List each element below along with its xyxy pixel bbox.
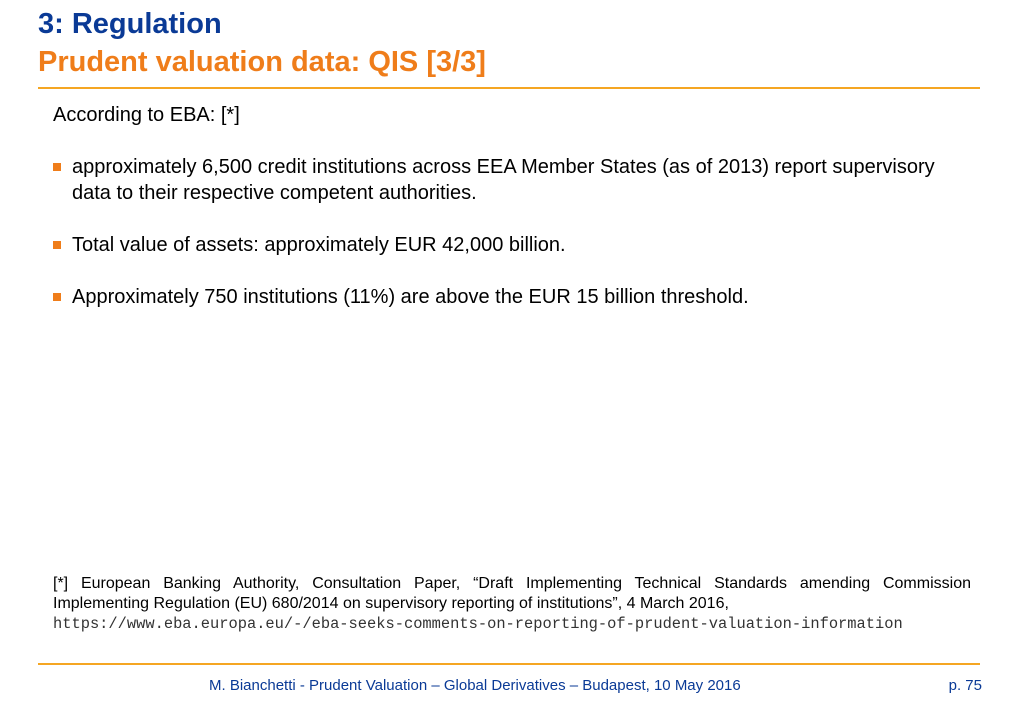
square-bullet-icon bbox=[53, 163, 61, 171]
bullet-item bbox=[53, 284, 978, 310]
slide-title: Prudent valuation data: QIS [3/3] bbox=[38, 46, 486, 78]
bullet-item bbox=[53, 154, 978, 206]
footnote bbox=[53, 574, 971, 634]
footer-text: M. Bianchetti - Prudent Valuation – Global Derivatives – Budapest, 10 May 2016 bbox=[209, 677, 741, 694]
footnote-link[interactable]: https://www.eba.europa.eu/-/eba-seeks-comments-on-reporting-of-prudent-valuation-information bbox=[53, 615, 903, 633]
intro-text: According to EBA: [*] bbox=[53, 104, 240, 126]
section-title: 3: Regulation bbox=[38, 8, 222, 40]
bullet-text: Approximately 750 institutions (11%) are above the EUR 15 billion threshold. bbox=[72, 286, 749, 308]
footnote-text: [*] European Banking Authority, Consultation Paper, “Draft Implementing Technical Standards amending Commission Implementing Regulation (EU) 680/2014 on supervisory reporting of institutions”, 4 March 2016, bbox=[53, 575, 971, 612]
footer-divider bbox=[38, 663, 980, 665]
bullet-item bbox=[53, 232, 978, 258]
bullet-text: approximately 6,500 credit institutions across EEA Member States (as of 2013) report supervisory data to their respective competent authorities. bbox=[72, 156, 935, 204]
title-divider bbox=[38, 87, 980, 89]
bullet-list bbox=[53, 154, 978, 336]
bullet-text: Total value of assets: approximately EUR 42,000 billion. bbox=[72, 234, 566, 256]
square-bullet-icon bbox=[53, 241, 61, 249]
page-number: p. 75 bbox=[948, 677, 982, 694]
square-bullet-icon bbox=[53, 293, 61, 301]
